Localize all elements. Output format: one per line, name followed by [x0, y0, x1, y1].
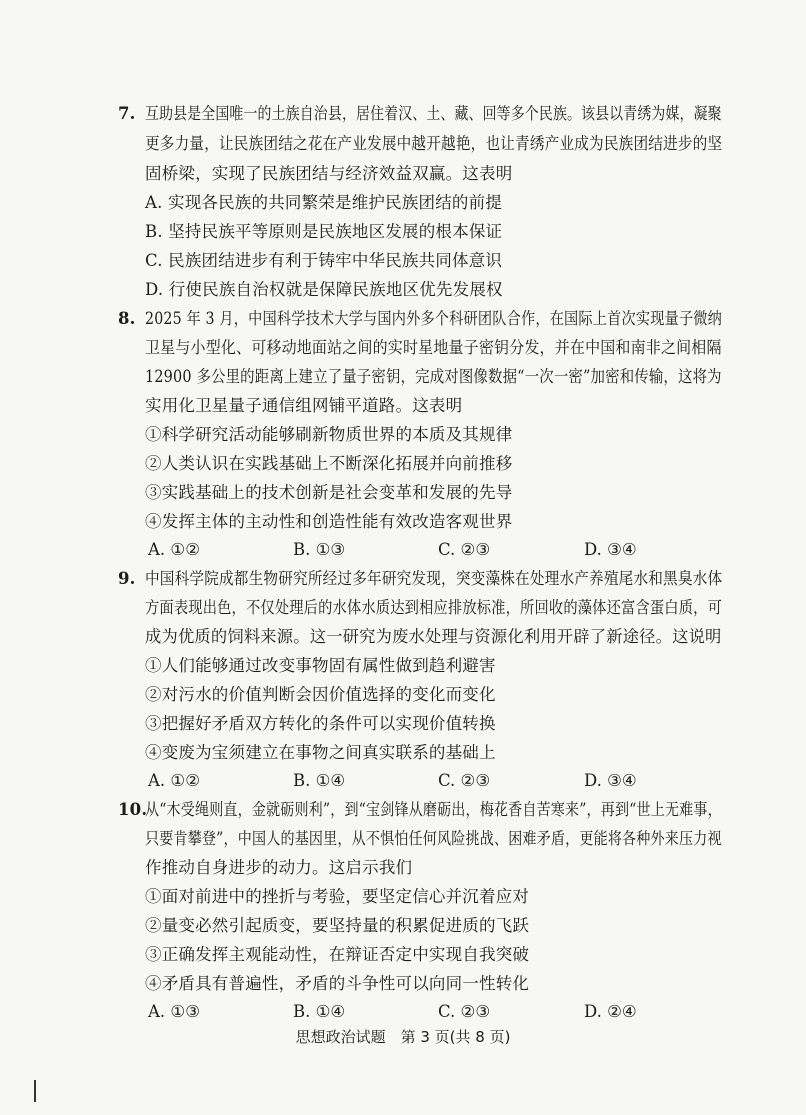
statement-3: ③实践基础上的技术创新是社会变革和发展的先导 — [145, 483, 513, 502]
choice-b: B. ①④ — [293, 771, 346, 790]
statement-1: ①人们能够通过改变事物固有属性做到趋利避害 — [145, 656, 496, 675]
choice-a: A. ①③ — [148, 1002, 200, 1021]
option-d: D. 行使民族自治权就是保障民族地区优先发展权 — [145, 280, 503, 299]
statement-3: ③把握好矛盾双方转化的条件可以实现价值转换 — [145, 714, 496, 733]
statement-4: ④变废为宝须建立在事物之间真实联系的基础上 — [145, 743, 496, 762]
question-stem-line: 中国科学院成都生物研究所经过多年研究发现，突变藻株在处理水产养殖尾水和黑臭水体 — [145, 569, 723, 588]
choice-a: A. ①② — [148, 771, 200, 790]
question-stem-line: 从“木受绳则直，金就砺则利”，到“宝剑锋从磨砺出，梅花香自苦寒来”，再到“世上无难事， — [145, 800, 722, 819]
question-stem-line: 更多力量，让民族团结之花在产业发展中越开越艳，也让青绣产业成为民族团结进步的坚 — [145, 134, 723, 153]
choice-c: C. ②③ — [438, 540, 491, 559]
choice-d: D. ③④ — [584, 540, 637, 559]
page-footer: 思想政治试题 第 3 页(共 8 页) — [295, 1028, 511, 1046]
question-number: 9. — [118, 569, 136, 588]
statement-4: ④矛盾具有普遍性，矛盾的斗争性可以向同一性转化 — [145, 974, 530, 993]
question-stem-line: 互助县是全国唯一的土族自治县，居住着汉、土、藏、回等多个民族。该县以青绣为媒，凝聚 — [145, 104, 722, 123]
scan-edge-mark — [34, 1080, 36, 1102]
question-stem-line: 成为优质的饲料来源。这一研究为废水处理与资源化利用开辟了新途径。这说明 — [145, 627, 722, 646]
question-stem-line: 实用化卫星量子通信组网铺平道路。这表明 — [145, 396, 463, 415]
choice-d: D. ③④ — [584, 771, 637, 790]
question-stem-line: 作推动自身进步的动力。这启示我们 — [145, 858, 413, 877]
statement-1: ①面对前进中的挫折与考验，要坚定信心并沉着应对 — [145, 887, 530, 906]
question-stem-line: 只要肯攀登”，中国人的基因里，从不惧怕任何风险挑战、困难矛盾，更能将各种外来压力视 — [145, 829, 722, 848]
choice-d: D. ②④ — [584, 1002, 637, 1021]
question-stem-line: 2025 年 3 月，中国科学技术大学与国内外多个科研团队合作，在国际上首次实现量子微纳 — [145, 309, 723, 328]
question-number: 7. — [118, 104, 136, 123]
question-stem-line: 固桥梁，实现了民族团结与经济效益双赢。这表明 — [145, 164, 513, 183]
choice-c: C. ②③ — [438, 771, 491, 790]
choice-b: B. ①③ — [293, 540, 346, 559]
statement-1: ①科学研究活动能够刷新物质世界的本质及其规律 — [145, 425, 513, 444]
question-number: 10. — [118, 800, 148, 819]
option-c: C. 民族团结进步有利于铸牢中华民族共同体意识 — [145, 251, 503, 270]
option-b: B. 坚持民族平等原则是民族地区发展的根本保证 — [145, 222, 503, 241]
choice-b: B. ①④ — [293, 1002, 346, 1021]
statement-2: ②对污水的价值判断会因价值选择的变化而变化 — [145, 685, 496, 704]
choice-c: C. ②③ — [438, 1002, 491, 1021]
statement-2: ②量变必然引起质变，要坚持量的积累促进质的飞跃 — [145, 916, 530, 935]
question-stem-line: 卫星与小型化、可移动地面站之间的实时星地量子密钥分发，并在中国和南非之间相隔 — [145, 338, 722, 357]
choice-a: A. ①② — [148, 540, 200, 559]
statement-4: ④发挥主体的主动性和创造性能有效改造客观世界 — [145, 512, 513, 531]
statement-2: ②人类认识在实践基础上不断深化拓展并向前推移 — [145, 454, 513, 473]
option-a: A. 实现各民族的共同繁荣是维护民族团结的前提 — [145, 193, 503, 212]
statement-3: ③正确发挥主观能动性，在辩证否定中实现自我突破 — [145, 945, 530, 964]
question-stem-line: 方面表现出色，不仅处理后的水体水质达到相应排放标准，所回收的藻体还富含蛋白质，可 — [145, 598, 722, 617]
question-number: 8. — [118, 309, 136, 328]
question-stem-line: 12900 多公里的距离上建立了量子密钥，完成对图像数据“一次一密”加密和传输，这将为 — [145, 367, 722, 386]
